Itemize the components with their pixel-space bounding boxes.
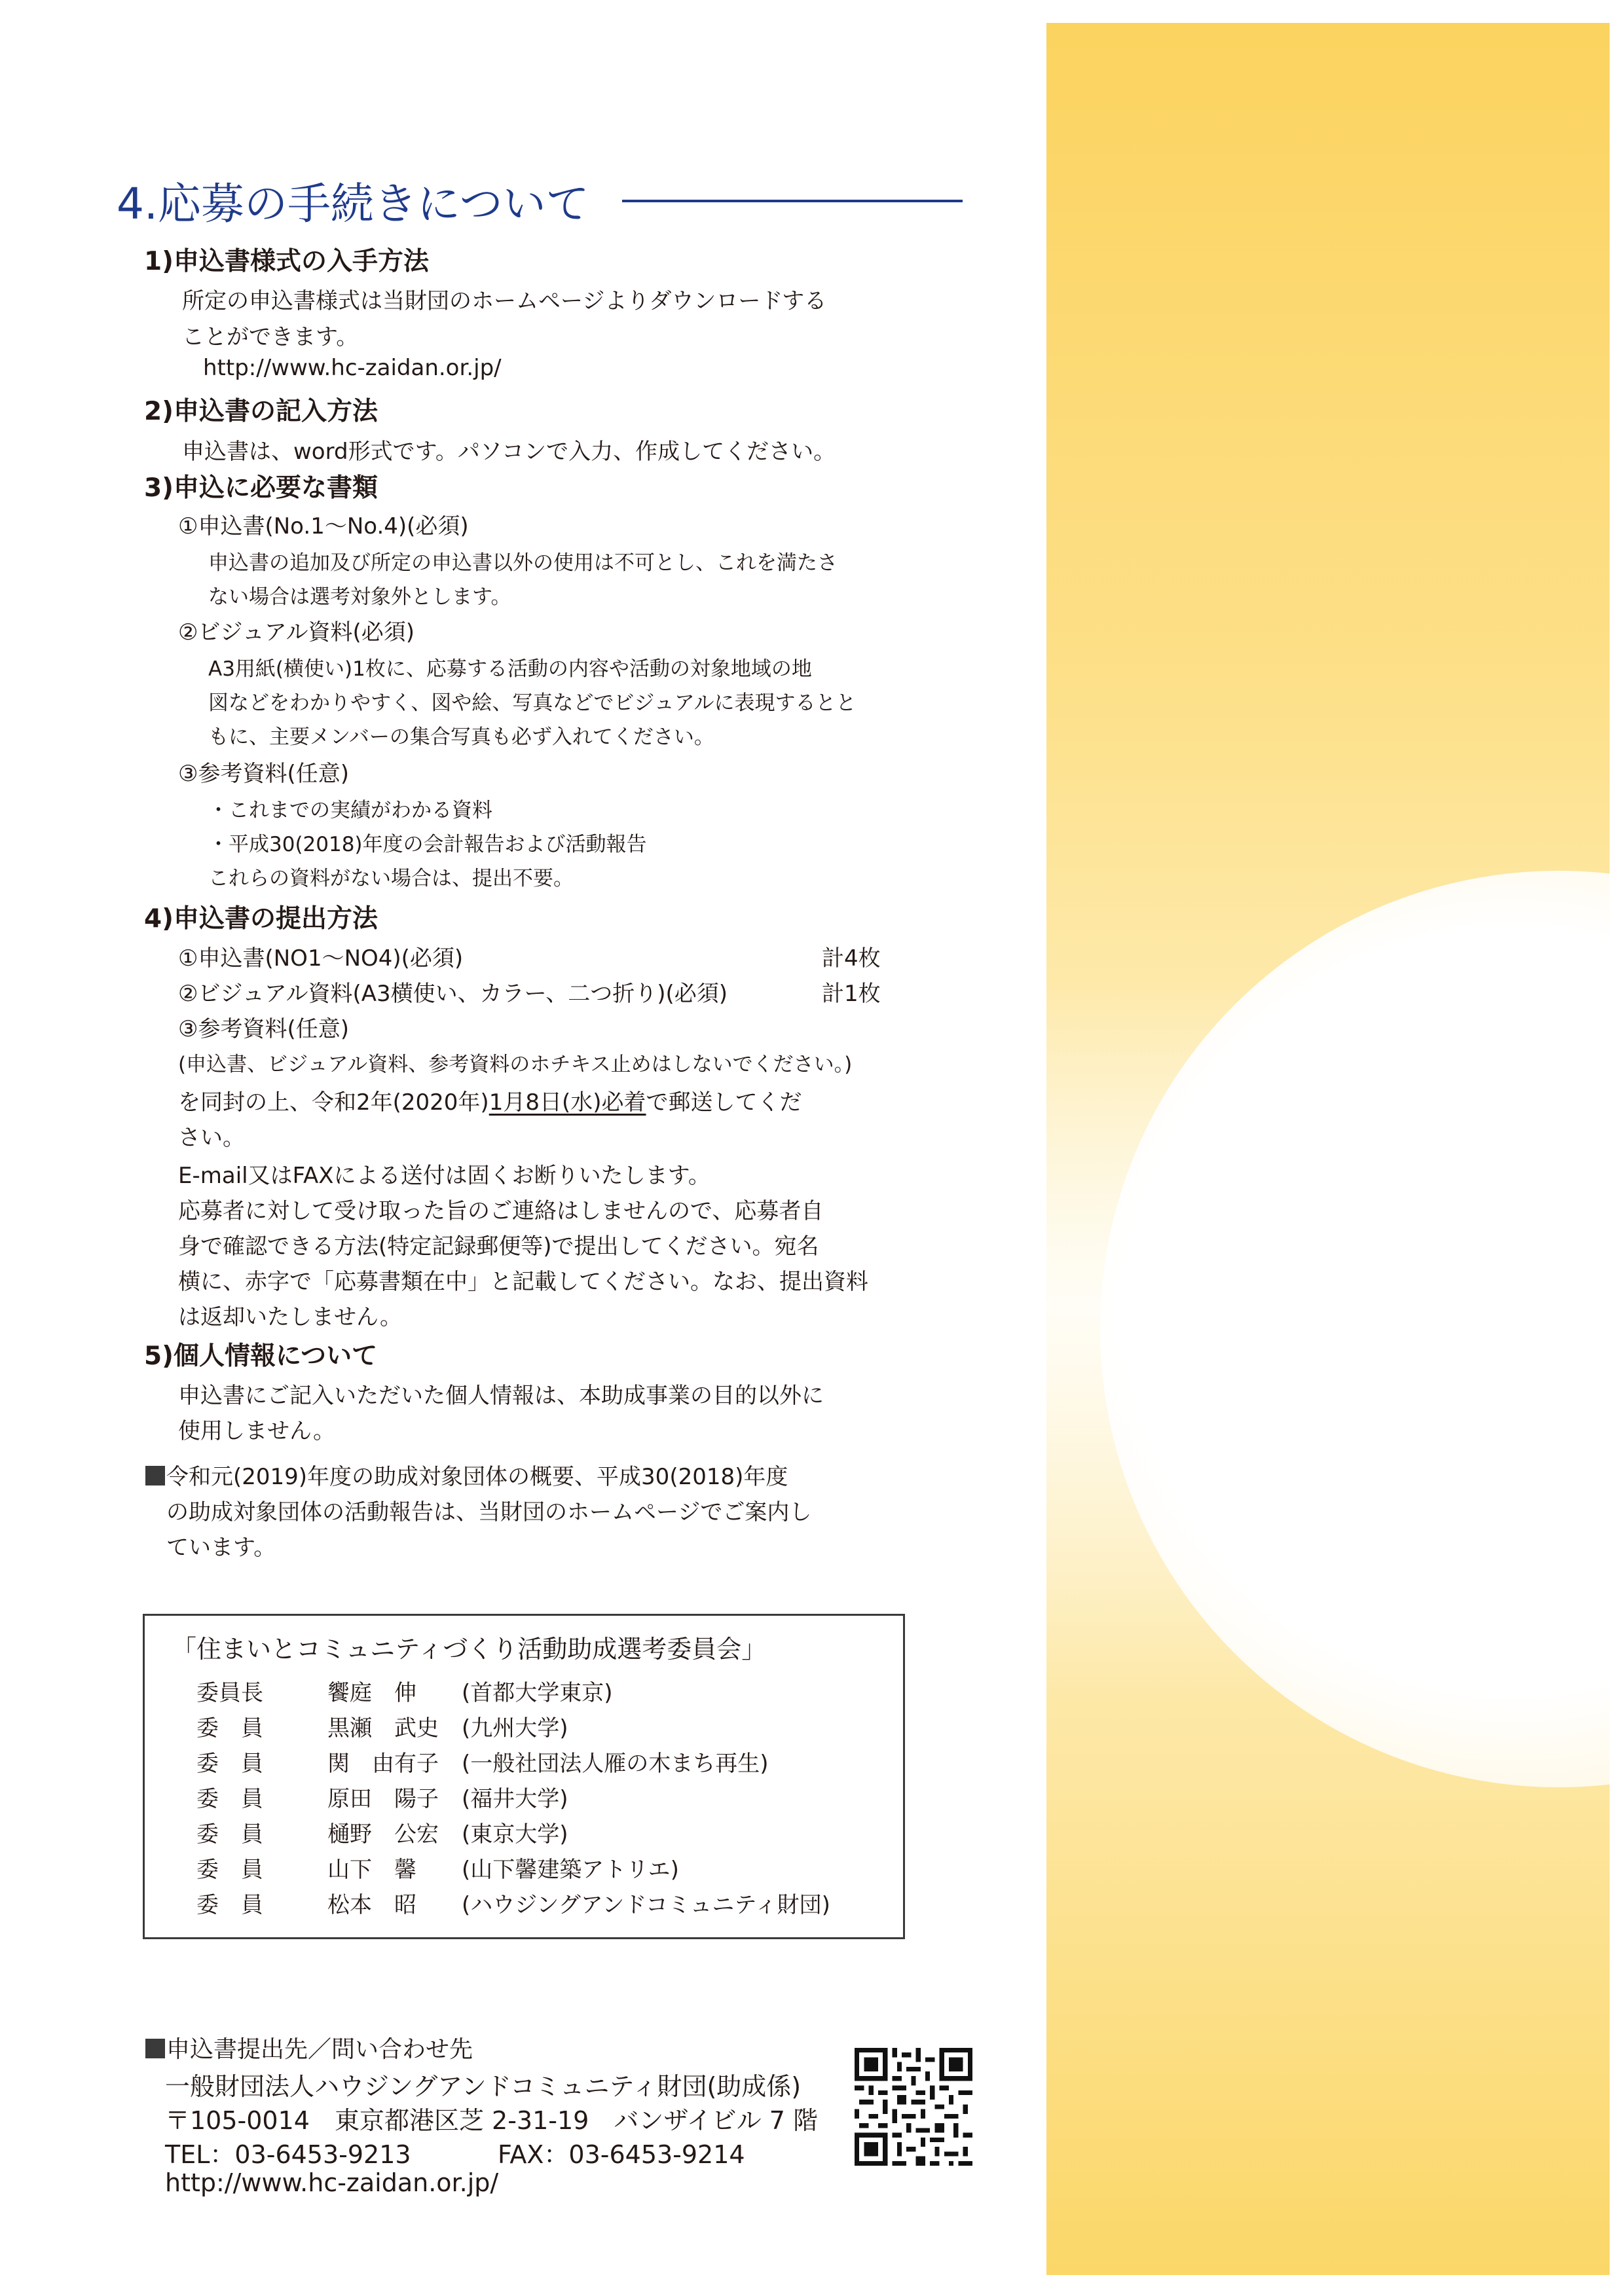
- section-2-text-line-1: 申込書は、word形式です。パソコンで入力、作成してください。: [182, 439, 836, 465]
- committee-member-affiliation: (福井大学): [462, 1786, 568, 1812]
- committee-member-role: 委 員: [196, 1786, 263, 1812]
- contact-organization: 一般財団法人ハウジングアンドコミュニティ財団(助成係): [165, 2072, 802, 2101]
- section-3-item-1-title: ①申込書(No.1〜No.4)(必須): [178, 513, 469, 539]
- section-5-text-line-2: 使用しません。: [178, 1418, 336, 1444]
- committee-member-affiliation: (東京大学): [462, 1821, 568, 1848]
- contact-address: 〒105-0014 東京都港区芝 2-31-19 バンザイビル 7 階: [165, 2106, 819, 2135]
- deadline-date: 1月8日(水)必着: [489, 1089, 646, 1116]
- notice-line-1-text: 令和元(2019)年度の助成対象団体の概要、平成30(2018)年度: [166, 1464, 788, 1490]
- committee-member-affiliation: (ハウジングアンドコミュニティ財団): [462, 1892, 830, 1918]
- section-5-text-line-1: 申込書にご記入いただいた個人情報は、本助成事業の目的以外に: [178, 1383, 824, 1409]
- square-bullet-icon: [145, 2039, 165, 2058]
- committee-member-affiliation: (山下馨建築アトリエ): [462, 1857, 679, 1883]
- page-title: 4.応募の手続きについて: [117, 179, 589, 229]
- committee-title: 「住まいとコミュニティづくり活動助成選考委員会」: [172, 1635, 767, 1664]
- section-4-item-2-count: 計1枚: [822, 981, 881, 1007]
- section-4-item-1-count: 計4枚: [822, 945, 881, 972]
- committee-member-role: 委 員: [196, 1821, 263, 1848]
- section-4-paragraph-3-line-4: は返却いたしません。: [178, 1304, 403, 1330]
- square-bullet-icon: [145, 1466, 165, 1485]
- contact-heading: [145, 2031, 473, 2064]
- section-3-item-1-line-1: 申込書の追加及び所定の申込書以外の使用は不可とし、これを満たさ: [208, 551, 838, 575]
- section-1-heading: 1)申込書様式の入手方法: [144, 247, 429, 276]
- section-1-text-line-2: ことができます。: [182, 324, 359, 350]
- section-1-text-line-1: 所定の申込書様式は当財団のホームページよりダウンロードする: [182, 288, 827, 314]
- qr-code-icon: [855, 2048, 972, 2166]
- committee-member-role: 委 員: [196, 1857, 263, 1883]
- section-2-heading: 2)申込書の記入方法: [144, 397, 378, 426]
- section-3-item-2-line-1: A3用紙(横使い)1枚に、応募する活動の内容や活動の対象地域の地: [208, 657, 812, 681]
- committee-member-affiliation: (首都大学東京): [462, 1680, 613, 1706]
- notice-line-3: ています。: [166, 1535, 276, 1561]
- committee-member-role: 委 員: [196, 1751, 263, 1777]
- section-4-paragraph-3-line-1: 応募者に対して受け取った旨のご連絡はしませんので、応募者自: [178, 1198, 824, 1224]
- section-5-heading: 5)個人情報について: [144, 1341, 378, 1371]
- committee-member-role: 委 員: [196, 1892, 263, 1918]
- committee-member-affiliation: (九州大学): [462, 1715, 568, 1741]
- section-4-paragraph-1-line-1: [178, 1084, 802, 1116]
- section-3-item-3-title: ③参考資料(任意): [178, 761, 350, 787]
- section-3-item-1-line-2: ない場合は選考対象外とします。: [208, 585, 511, 609]
- committee-member-name: 松本 昭: [327, 1892, 416, 1918]
- contact-tel: TEL：03-6453-9213: [165, 2140, 411, 2169]
- section-3-item-2-line-2: 図などをわかりやすく、図や絵、写真などでビジュアルに表現するとと: [208, 691, 857, 715]
- section-4-paragraph-1-line-2: さい。: [178, 1125, 245, 1151]
- section-4-paragraph-3-line-3: 横に、赤字で「応募書類在中」と記載してください。なお、提出資料: [178, 1269, 868, 1295]
- section-4-item-1: ①申込書(NO1〜NO4)(必須): [178, 945, 464, 972]
- committee-member-name: 樋野 公宏: [327, 1821, 439, 1848]
- section-4-p1-post: で郵送してくだ: [646, 1089, 802, 1116]
- section-4-note: (申込書、ビジュアル資料、参考資料のホチキス止めはしないでください。): [178, 1053, 853, 1076]
- section-3-heading: 3)申込に必要な書類: [144, 473, 378, 503]
- section-4-item-3: ③参考資料(任意): [178, 1016, 350, 1042]
- section-3-item-3-line-1: ・これまでの実績がわかる資料: [208, 799, 492, 822]
- committee-member-affiliation: (一般社団法人雁の木まち再生): [462, 1751, 769, 1777]
- download-url: http://www.hc-zaidan.or.jp/: [203, 355, 502, 381]
- section-4-paragraph-3-line-2: 身で確認できる方法(特定記録郵便等)で提出してください。宛名: [178, 1233, 819, 1260]
- committee-member-role: 委 員: [196, 1715, 263, 1741]
- committee-member-name: 山下 馨: [327, 1857, 416, 1883]
- title-rule: [622, 200, 963, 202]
- section-4-p1-pre: を同封の上、令和2年(2020年): [178, 1089, 489, 1116]
- section-3-item-2-title: ②ビジュアル資料(必須): [178, 619, 415, 646]
- notice-line-1: [145, 1459, 788, 1491]
- committee-member-name: 関 由有子: [327, 1751, 439, 1777]
- committee-member-name: 饗庭 伸: [327, 1680, 416, 1706]
- section-4-paragraph-2: E-mail又はFAXによる送付は固くお断りいたします。: [178, 1163, 710, 1189]
- contact-url: http://www.hc-zaidan.or.jp/: [165, 2168, 499, 2197]
- section-4-item-2: ②ビジュアル資料(A3横使い、カラー、二つ折り)(必須): [178, 981, 728, 1007]
- committee-member-name: 原田 陽子: [327, 1786, 439, 1812]
- committee-member-name: 黒瀬 武史: [327, 1715, 439, 1741]
- section-4-heading: 4)申込書の提出方法: [144, 904, 378, 934]
- contact-fax: FAX：03-6453-9214: [498, 2140, 745, 2169]
- contact-heading-text: 申込書提出先／問い合わせ先: [166, 2036, 473, 2063]
- section-3-item-3-line-2: ・平成30(2018)年度の会計報告および活動報告: [208, 833, 647, 856]
- committee-member-role: 委員長: [196, 1680, 263, 1706]
- section-3-item-3-line-3: これらの資料がない場合は、提出不要。: [208, 867, 574, 890]
- notice-line-2: の助成対象団体の活動報告は、当財団のホームページでご案内し: [166, 1499, 812, 1525]
- section-3-item-2-line-3: もに、主要メンバーの集合写真も必ず入れてください。: [208, 725, 714, 749]
